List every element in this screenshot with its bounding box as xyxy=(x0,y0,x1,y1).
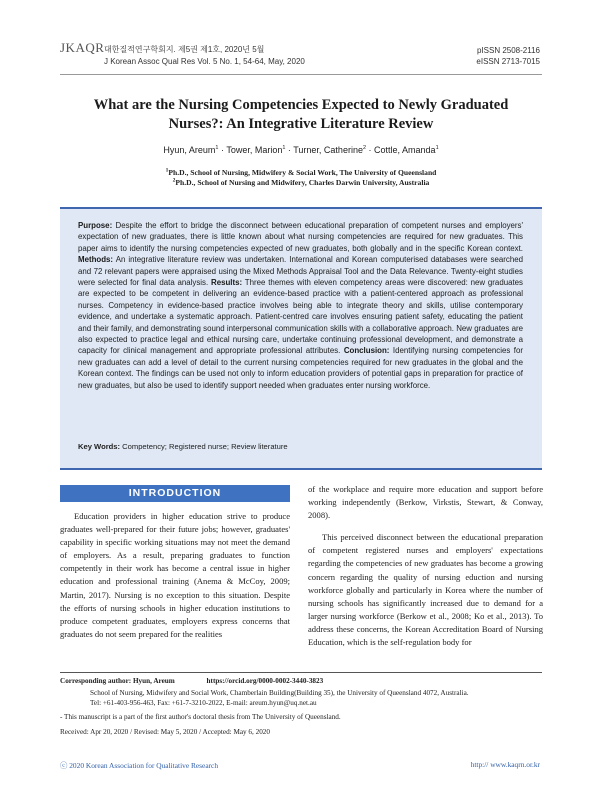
affiliation-sup: 2 xyxy=(172,177,176,184)
methods-text: An integrative literature review was undertaken. International and Korean computerised databases were searched and 72 relevant papers were appraised using the Mixed Methods Appraisal Tool and the Data Relevance. Twenty-eight studies were selected for final data analysis. xyxy=(78,255,523,288)
affiliation-2 xyxy=(60,178,542,188)
abstract-text xyxy=(78,220,523,391)
introduction-heading: INTRODUCTION xyxy=(60,485,290,502)
author-separator: · xyxy=(366,145,375,155)
corresponding-label: Corresponding author: Hyun, Areum xyxy=(60,677,175,685)
body-column-right xyxy=(308,483,543,649)
article-dates: Received: Apr 20, 2020 / Revised: May 5, 2020 / Accepted: May 6, 2020 xyxy=(60,728,270,736)
results-text: Three themes with eleven competency areas were discovered: new graduates are expected to be competent in delivering an evidence-based practice with a patient-centered approach as professional nurses. Competency in evidence-based practice involves being able to integrate theory and skills, utilise contemporary evidence, and undertake a systematic approach. Patient-centred care involves ensuring patient safety, educating the patient and their family, and demonstrating sound interpersonal communication skills with a collaborative approach. New graduates are also expected to practice legal and ethical nursing care, undertake continuing professional development, and demonstrate a capacity for clinical management and appropriate professional attributes. xyxy=(78,278,524,356)
thesis-note: - This manuscript is a part of the first author's doctoral thesis from The University of Queensland. xyxy=(60,713,341,721)
title-line-2: Nurses?: An Integrative Literature Review xyxy=(168,116,434,132)
author-sup: 1 xyxy=(282,145,286,151)
author-list xyxy=(60,145,542,155)
intro-paragraph-continued: of the workplace and require more education and support before working independently (Berkow, Virkstis, Stewart, & Conway, 2008). xyxy=(308,484,543,521)
footnote-divider xyxy=(60,672,542,673)
purpose-text: Despite the effort to bridge the disconnect between educational preparation of competent nurses and employers' expectation of new graduates, there is little known about what nursing competencies are required for new graduates. This paper aims to identify the nursing competencies expected of new graduates, both globally and in the specific Korean context. xyxy=(78,221,523,253)
author-name: Hyun, Areum xyxy=(163,145,216,155)
article-title xyxy=(60,96,542,134)
journal-korean-title: 대한질적연구학회지. 제5권 제1호, 2020년 5월 xyxy=(104,45,265,54)
journal-logo: JKAQR xyxy=(60,40,105,55)
journal-url[interactable]: http:// www.kaqrn.or.kr xyxy=(470,760,540,769)
affiliation-text: Ph.D., School of Nursing, Midwifery & Social Work, The University of Queensland xyxy=(168,168,437,177)
journal-header xyxy=(104,44,305,68)
keywords-label: Key Words: xyxy=(78,442,121,451)
intro-paragraph-1: Education providers in higher education strive to produce graduates well-prepared for their future jobs; however, graduates' capability in specific working situations may not meet the demand of employers. As a result, preparing graduates to function competently in their work has become a central issue in higher education and professional training (Anema & McCoy, 2009; Martin, 2017). Nursing is no exception to this situation. Despite the efforts of nursing schools in higher education institutions to produce competent graduates, employers express concerns that graduates do not seem prepared for the realities xyxy=(60,511,290,639)
purpose-label: Purpose: xyxy=(78,221,113,230)
keywords-text: Competency; Registered nurse; Review literature xyxy=(120,442,288,451)
copyright: ⓒ 2020 Korean Association for Qualitative Research xyxy=(60,761,219,770)
issn-block xyxy=(476,45,540,67)
journal-citation: J Korean Assoc Qual Res Vol. 5 No. 1, 54-64, May, 2020 xyxy=(104,57,305,66)
title-line-1: What are the Nursing Competencies Expected to Newly Graduated xyxy=(93,97,509,113)
header-divider xyxy=(60,74,542,75)
author-sup: 1 xyxy=(435,145,439,151)
affiliation-1 xyxy=(60,168,542,178)
conclusion-label: Conclusion: xyxy=(343,346,390,356)
author-separator: · xyxy=(285,145,294,155)
address-text: School of Nursing, Midwifery and Social Work, Chamberlain Building(Building 35), the University of Queensland 4072, Australia. xyxy=(90,689,469,697)
conclusion-text: Identifying nursing competencies for new graduates can add a level of detail to the current nursing competencies required for new graduates in the global and the Korean context. The findings can be used not only to inform education providers of potential gaps in preparation for practice of new graduates, but also be used to identify support needed when graduates enter nursing workforce. xyxy=(78,346,523,390)
affiliation-text: Ph.D., School of Nursing and Midwifery, Charles Darwin University, Australia xyxy=(175,178,430,187)
eissn: eISSN 2713-7015 xyxy=(476,57,540,66)
intro-paragraph-2: This perceived disconnect between the educational preparation of competent registered nurses and employers' expectations regarding the competencies of new graduates has become a growing concern regarding the quality of nursing eduction and nursing workforce globally and particularly in Korea where the number of nursing schools has significantly increased due to demand for a larger nursing workforce (Berkow et al., 2008; Ko et al., 2013). To address these concerns, the Korean Accreditation Board of Nursing Education, which is the self-regulation body for xyxy=(308,532,543,648)
corresponding-author-line xyxy=(60,676,542,686)
affiliations xyxy=(60,168,542,188)
author-name: Turner, Catherine xyxy=(293,145,363,155)
results-label: Results: xyxy=(211,278,243,288)
pissn: pISSN 2508-2116 xyxy=(476,46,540,55)
affiliation-sup: 1 xyxy=(165,167,169,174)
methods-label: Methods: xyxy=(78,255,114,265)
contact-text: Tel: +61-403-956-463, Fax: +61-7-3210-2022, E-mail: areum.hyun@uq.net.au xyxy=(90,699,317,707)
body-column-left xyxy=(60,510,290,641)
keywords xyxy=(78,442,288,451)
author-sup: 2 xyxy=(362,145,367,151)
paragraph-gap xyxy=(308,522,543,531)
author-name: Tower, Marion xyxy=(226,145,283,155)
author-address xyxy=(90,688,542,708)
author-separator: · xyxy=(218,145,227,155)
author-sup: 1 xyxy=(215,145,219,151)
orcid-link[interactable]: https://orcid.org/0000-0002-3440-3823 xyxy=(206,677,324,685)
author-name: Cottle, Amanda xyxy=(374,145,436,155)
